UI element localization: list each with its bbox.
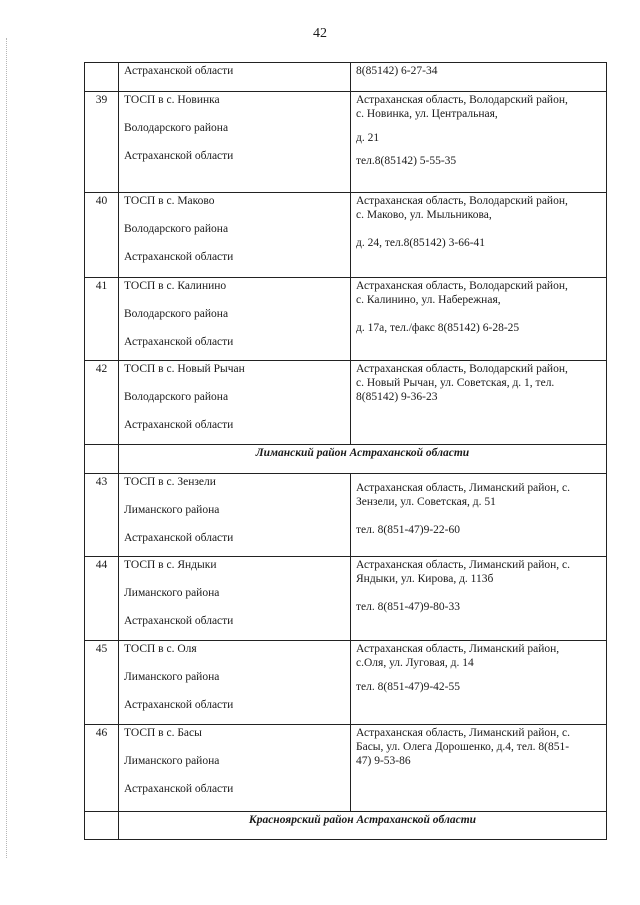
address-line: 8(85142) 9-36-23	[356, 390, 438, 403]
address-line: тел. 8(851-47)9-80-33	[356, 600, 461, 613]
row-name	[119, 474, 351, 557]
name-line: Астраханской области	[124, 699, 234, 711]
row-name	[119, 641, 351, 725]
table-row	[85, 63, 607, 92]
row-name	[119, 725, 351, 812]
address-line: тел. 8(851-47)9-22-60	[356, 523, 461, 536]
table-row	[85, 361, 607, 445]
row-name	[119, 63, 351, 92]
row-name	[119, 361, 351, 445]
section-heading: Красноярский район Астраханской области	[119, 812, 607, 840]
row-number: 40	[85, 193, 119, 278]
section-heading: Лиманский район Астраханской области	[119, 445, 607, 474]
row-number: 42	[85, 361, 119, 445]
name-line: Лиманского района	[124, 755, 220, 767]
name-line: ТОСП в с. Новинка	[124, 94, 220, 106]
address-line: тел. 8(851-47)9-42-55	[356, 680, 461, 693]
name-line: Лиманского района	[124, 504, 220, 516]
name-line: Астраханской области	[124, 150, 234, 162]
row-address	[351, 92, 607, 193]
row-name	[119, 92, 351, 193]
row-address	[351, 193, 607, 278]
address-line: 8(85142) 6-27-34	[356, 65, 438, 77]
address-line: д. 21	[356, 131, 380, 144]
name-line: Лиманского района	[124, 671, 220, 683]
address-line: с. Новый Рычан, ул. Советская, д. 1, тел.	[356, 376, 555, 389]
row-address	[351, 278, 607, 361]
table-row	[85, 641, 607, 725]
table-row	[85, 474, 607, 557]
address-line: Астраханская область, Володарский район,	[356, 195, 568, 207]
address-line: Астраханская область, Лиманский район,	[356, 643, 560, 655]
row-number: 44	[85, 557, 119, 641]
name-line: Володарского района	[124, 122, 229, 134]
name-line: Володарского района	[124, 391, 229, 403]
address-line: с.Оля, ул. Луговая, д. 14	[356, 656, 474, 669]
name-line: ТОСП в с. Яндыки	[124, 559, 217, 571]
row-address	[351, 361, 607, 445]
name-line: ТОСП в с. Зензели	[124, 476, 216, 488]
scan-edge-marks	[6, 38, 9, 858]
address-line: с. Маково, ул. Мыльникова,	[356, 208, 492, 221]
name-line: Володарского района	[124, 308, 229, 320]
name-line: Лиманского района	[124, 587, 220, 599]
name-line: Астраханской области	[124, 65, 234, 77]
row-address	[351, 557, 607, 641]
row-address	[351, 474, 607, 557]
section-row	[85, 812, 607, 840]
name-line: ТОСП в с. Басы	[124, 727, 202, 739]
name-line: Астраханской области	[124, 251, 234, 263]
address-line: с. Калинино, ул. Набережная,	[356, 293, 501, 306]
name-line: ТОСП в с. Калинино	[124, 280, 227, 292]
address-line: д. 24, тел.8(85142) 3-66-41	[356, 236, 486, 249]
name-line: ТОСП в с. Маково	[124, 195, 215, 207]
address-line: с. Новинка, ул. Центральная,	[356, 107, 498, 120]
name-line: ТОСП в с. Новый Рычан	[124, 363, 245, 375]
name-line: Астраханской области	[124, 783, 234, 795]
row-number: 45	[85, 641, 119, 725]
row-name	[119, 557, 351, 641]
registry-table	[84, 62, 607, 840]
table-row	[85, 557, 607, 641]
row-number: 39	[85, 92, 119, 193]
page-number: 42	[313, 26, 327, 41]
name-line: Астраханской области	[124, 615, 234, 627]
address-line: 47) 9-53-86	[356, 754, 411, 767]
table-row	[85, 725, 607, 812]
name-line: Володарского района	[124, 223, 229, 235]
address-line: Зензели, ул. Советская, д. 51	[356, 495, 496, 508]
table-row	[85, 278, 607, 361]
row-number: 46	[85, 725, 119, 812]
address-line: тел.8(85142) 5-55-35	[356, 155, 457, 168]
address-line: Астраханская область, Володарский район,	[356, 280, 568, 292]
table-row	[85, 92, 607, 193]
name-line: ТОСП в с. Оля	[124, 643, 197, 655]
row-name	[119, 193, 351, 278]
name-line: Астраханской области	[124, 336, 234, 348]
address-line: Астраханская область, Володарский район,	[356, 94, 568, 106]
row-number: 43	[85, 474, 119, 557]
address-line: Астраханская область, Володарский район,	[356, 363, 568, 375]
row-number: 41	[85, 278, 119, 361]
name-line: Астраханской области	[124, 419, 234, 431]
row-address	[351, 725, 607, 812]
row-number	[85, 63, 119, 92]
section-row	[85, 445, 607, 474]
table-row	[85, 193, 607, 278]
address-line: Астраханская область, Лиманский район, с.	[356, 559, 570, 571]
row-address	[351, 63, 607, 92]
address-line: д. 17а, тел./факс 8(85142) 6-28-25	[356, 321, 520, 334]
name-line: Астраханской области	[124, 532, 234, 544]
address-line: Яндыки, ул. Кирова, д. 113б	[356, 572, 494, 585]
row-address	[351, 641, 607, 725]
address-line: Басы, ул. Олега Дорошенко, д.4, тел. 8(851-	[356, 740, 570, 753]
row-name	[119, 278, 351, 361]
address-line: Астраханская область, Лиманский район, с.	[356, 482, 570, 494]
address-line: Астраханская область, Лиманский район, с.	[356, 727, 570, 739]
